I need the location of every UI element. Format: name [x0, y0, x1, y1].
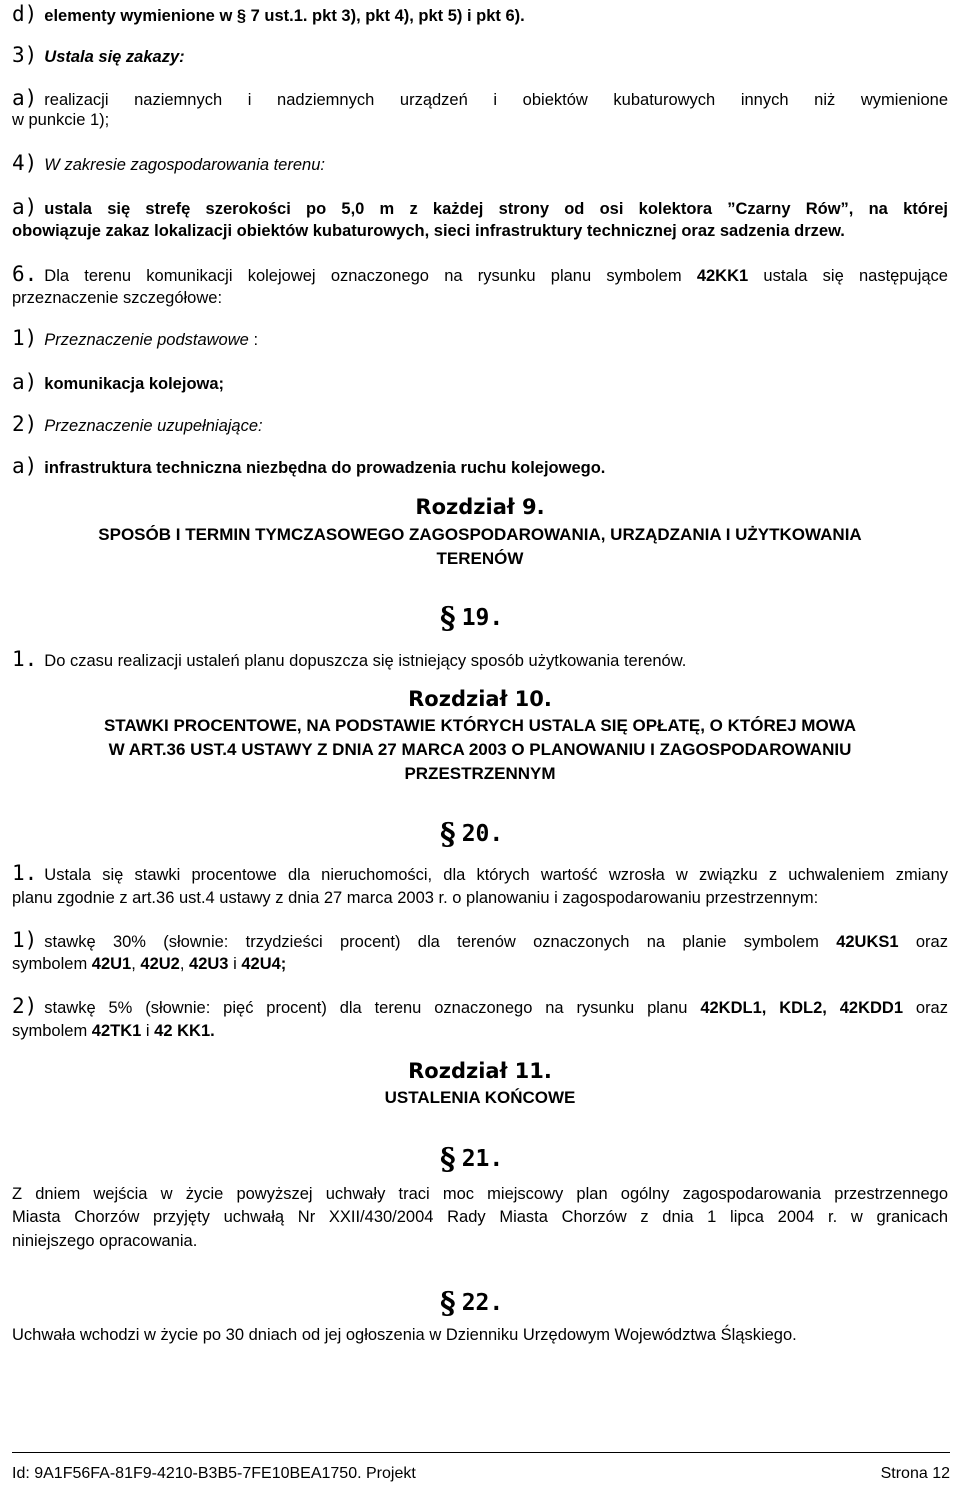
list-marker: d) — [12, 2, 38, 26]
rate-item-2-line2 — [12, 1021, 215, 1041]
paragraph-20-item-1-line1 — [12, 863, 948, 885]
chapter-10-title-line1: STAWKI PROCENTOWE, NA PODSTAWIE KTÓRYCH USTALA SIĘ OPŁATĘ, O KTÓREJ MOWA — [103, 716, 857, 735]
section-sign: § — [440, 817, 456, 852]
zone-item-line2: obowiązuje zakaz lokalizacji obiektów kubaturowych, sieci infrastruktury technicznej oraz sadzenia drzew. — [12, 222, 845, 240]
list-marker: 3) — [12, 43, 38, 67]
zone-item-line1 — [12, 197, 948, 219]
list-text: Ustala się stawki procentowe dla nieruchomości, dla których wartość wzrosła w związku z uchwaleniem zmiany — [44, 866, 948, 884]
list-marker: 2) — [12, 412, 38, 436]
symbol: 42 KK1. — [154, 1022, 215, 1040]
list-marker: 1. — [12, 861, 38, 885]
chapter-9-title-line2: TERENÓW — [436, 549, 524, 568]
text: symbolem — [12, 955, 88, 973]
rate-item-2-line1 — [12, 996, 948, 1018]
item-2-heading — [12, 414, 263, 436]
symbol: 42KDL1, KDL2, 42KDD1 — [700, 999, 904, 1017]
footer-document-id: Id: 9A1F56FA-81F9-4210-B3B5-7FE10BEA1750. Projekt — [12, 1465, 416, 1482]
list-marker: a) — [12, 195, 38, 219]
list-text: Do czasu realizacji ustaleń planu dopuszcza się istniejący sposób użytkowania terenów. — [44, 652, 687, 670]
colon: : — [253, 331, 259, 349]
section-6-line2: przeznaczenie szczegółowe: — [12, 289, 223, 307]
list-text: elementy wymienione w § 7 ust.1. pkt 3), pkt 4), pkt 5) i pkt 6). — [44, 7, 525, 25]
paragraph-21-line3: niniejszego opracowania. — [12, 1232, 198, 1250]
text: oraz — [915, 933, 948, 951]
list-item-komunikacja — [12, 372, 224, 394]
section-sign: § — [440, 601, 456, 636]
text: i — [233, 955, 237, 973]
paragraph-number: 22. — [461, 1290, 504, 1316]
symbol: 42U2 — [140, 955, 180, 973]
list-marker: 6. — [12, 262, 38, 286]
rate-item-1-line1 — [12, 930, 948, 952]
list-marker: a) — [12, 454, 38, 478]
list-item-a-line1 — [12, 88, 948, 110]
list-item-d — [12, 4, 525, 26]
list-item-a-line2: w punkcie 1); — [12, 111, 110, 129]
symbol: 42TK1 — [91, 1022, 142, 1040]
item-1-heading — [12, 328, 258, 350]
list-marker: 2) — [12, 994, 38, 1018]
section-sign: § — [440, 1286, 456, 1321]
paragraph-number: 19. — [461, 605, 504, 631]
symbol: 42U3 — [189, 955, 229, 973]
chapter-11-heading: Rozdział 11. — [408, 1059, 552, 1083]
paragraph-22-line1: Uchwała wchodzi w życie po 30 dniach od jej ogłoszenia w Dzienniku Urzędowym Województwa Śląskiego. — [12, 1326, 797, 1344]
paragraph-21-line2: Miasta Chorzów przyjęty uchwałą Nr XXII/430/2004 Rady Miasta Chorzów z dnia 1 lipca 2004 r. w granicach — [12, 1208, 948, 1226]
list-marker: 1. — [12, 647, 38, 671]
text: i — [145, 1022, 150, 1040]
paragraph-22-heading — [440, 1283, 504, 1321]
list-text: realizacji naziemnych i nadziemnych urządzeń i obiektów kubaturowych innych niż wymienione — [44, 91, 948, 109]
paragraph-19-item-1 — [12, 649, 686, 671]
symbol: 42U4; — [241, 955, 287, 973]
paragraph-19-heading — [440, 598, 504, 636]
chapter-10-title-line3: PRZESTRZENNYM — [404, 764, 556, 783]
text: stawkę 30% (słownie: trzydzieści procent) dla terenów oznaczonych na planie symbolem — [44, 933, 819, 951]
heading-text: Przeznaczenie uzupełniające: — [44, 417, 263, 435]
heading-text: Ustala się zakazy: — [44, 48, 185, 66]
paragraph-21-line1: Z dniem wejścia w życie powyższej uchwały traci moc miejscowy plan ogólny zagospodarowania przestrzennego — [12, 1185, 948, 1203]
chapter-9-heading: Rozdział 9. — [415, 495, 545, 519]
chapter-11-title: USTALENIA KOŃCOWE — [384, 1088, 576, 1107]
symbol: 42UKS1 — [836, 933, 899, 951]
footer-divider — [12, 1452, 950, 1453]
text: ustala się następujące — [763, 267, 948, 285]
list-marker: a) — [12, 370, 38, 394]
paragraph-20-item-1-line2: planu zgodnie z art.36 ust.4 ustawy z dnia 27 marca 2003 r. o planowaniu i zagospodarowaniu przestrzennym: — [12, 889, 819, 907]
list-marker: 1) — [12, 928, 38, 952]
item-3-heading — [12, 45, 185, 67]
paragraph-number: 21. — [461, 1146, 504, 1172]
paragraph-20-heading — [440, 814, 504, 852]
heading-text: Przeznaczenie podstawowe — [44, 331, 249, 349]
symbol: 42U1 — [91, 955, 132, 973]
list-item-infrastruktura — [12, 456, 605, 478]
text: symbolem — [12, 1022, 88, 1040]
text: oraz — [915, 999, 948, 1017]
list-marker: a) — [12, 86, 38, 110]
rate-item-1-line2: symbolem 42U1, 42U2, 42U3 i 42U4; — [12, 955, 287, 973]
chapter-10-title-line2: W ART.36 UST.4 USTAWY Z DNIA 27 MARCA 2003 O PLANOWANIU I ZAGOSPODAROWANIU — [108, 740, 852, 759]
chapter-9-title-line1: SPOSÓB I TERMIN TYMCZASOWEGO ZAGOSPODAROWANIA, URZĄDZANIA I UŻYTKOWANIA — [98, 525, 862, 544]
text: Dla terenu komunikacji kolejowej oznaczonego na rysunku planu symbolem — [44, 267, 682, 285]
list-marker: 4) — [12, 151, 38, 175]
list-marker: 1) — [12, 326, 38, 350]
list-text: infrastruktura techniczna niezbędna do prowadzenia ruchu kolejowego. — [44, 459, 606, 477]
chapter-10-heading: Rozdział 10. — [408, 687, 552, 711]
text: stawkę 5% (słownie: pięć procent) dla terenu oznaczonego na rysunku planu — [44, 999, 688, 1017]
footer-page-number: Strona 12 — [880, 1465, 950, 1482]
list-text: komunikacja kolejowa; — [44, 375, 225, 393]
paragraph-number: 20. — [461, 821, 504, 847]
paragraph-21-heading — [440, 1139, 504, 1177]
list-text: ustala się strefę szerokości po 5,0 m z każdej strony od osi kolektora ”Czarny Rów”, na której — [44, 200, 948, 218]
heading-text: W zakresie zagospodarowania terenu: — [44, 156, 325, 174]
symbol-42kk1: 42KK1 — [696, 267, 749, 285]
section-sign: § — [440, 1142, 456, 1177]
item-4-heading — [12, 153, 325, 175]
section-6-line1 — [12, 264, 948, 286]
